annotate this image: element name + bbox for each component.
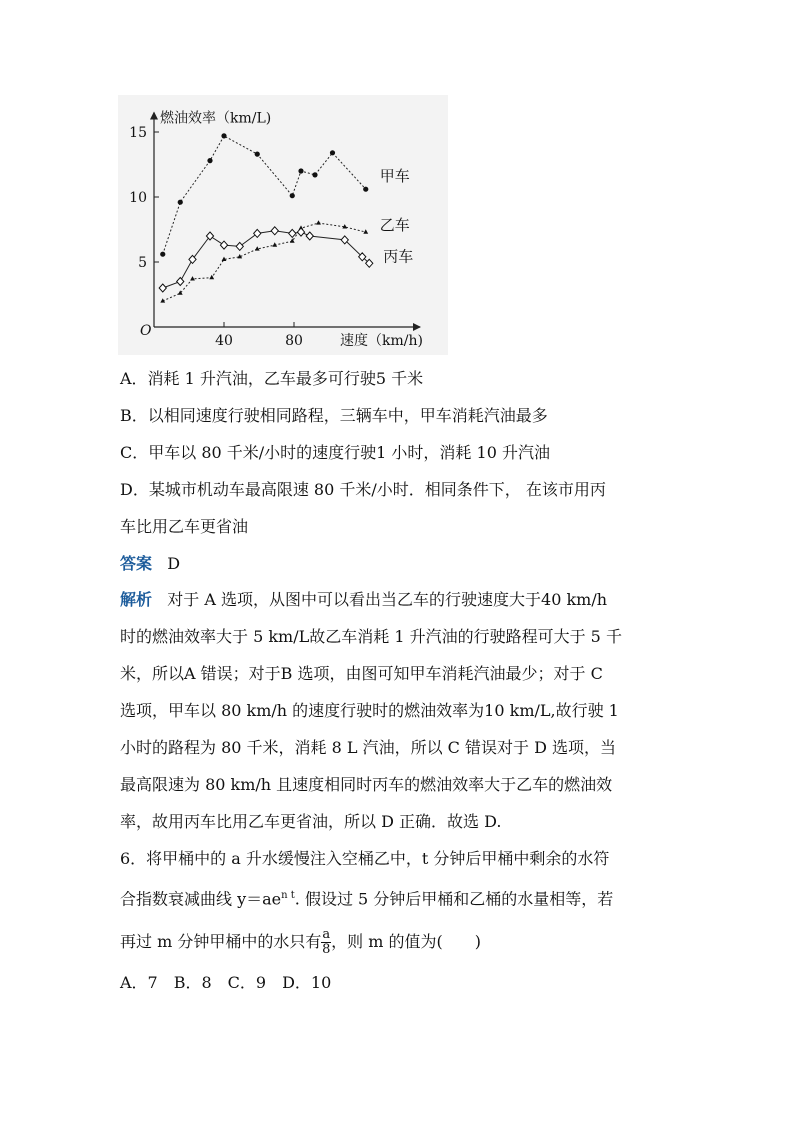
x-axis-title: 速度（km/h) bbox=[340, 333, 423, 349]
q6-line2-pre: 合指数衰减曲线 y＝ae bbox=[120, 889, 282, 909]
answer-line bbox=[120, 553, 180, 575]
y-tick-label: 5 bbox=[138, 255, 147, 271]
y-axis-title: 燃油效率（km/L) bbox=[160, 110, 272, 127]
q6-line2-post: . 假设过 5 分钟后甲桶和乙桶的水量相等，若 bbox=[294, 889, 614, 909]
answer-value: D bbox=[167, 554, 181, 573]
option-d-line-1: D．某城市机动车最高限速 80 千米/小时．相同条件下， 在该市用丙 bbox=[120, 480, 606, 499]
series-label-3: 丙车 bbox=[383, 247, 414, 266]
q6-line3-post: ，则 m 的值为( ) bbox=[331, 932, 481, 951]
question-6-line-1: 6．将甲桶中的 a 升水缓慢注入空桶乙中，t 分钟后甲桶中剩余的水符 bbox=[120, 849, 610, 868]
data-point bbox=[221, 133, 226, 138]
y-tick-label: 15 bbox=[129, 125, 147, 141]
question-6-line-3 bbox=[120, 928, 481, 957]
analysis-line-5: 小时的路程为 80 千米，消耗 8 L 汽油，所以 C 错误对于 D 选项，当 bbox=[120, 738, 617, 757]
x-tick-label: 80 bbox=[285, 333, 303, 349]
fuel-efficiency-chart bbox=[118, 95, 448, 355]
question-6-line-2 bbox=[120, 885, 613, 910]
series-label-1: 甲车 bbox=[379, 167, 410, 186]
data-point bbox=[330, 150, 335, 155]
analysis-line-4: 选项，甲车以 80 km/h 的速度行驶时的燃油效率为10 km/L,故行驶 1 bbox=[120, 701, 619, 720]
data-point bbox=[207, 158, 212, 163]
series-label-2: 乙车 bbox=[379, 216, 410, 235]
data-point bbox=[178, 200, 183, 205]
option-c: C．甲车以 80 千米/小时的速度行驶1 小时，消耗 10 升汽油 bbox=[120, 443, 550, 462]
data-point bbox=[312, 172, 317, 177]
analysis-line-2: 时的燃油效率大于 5 km/L故乙车消耗 1 升汽油的行驶路程可大于 5 千 bbox=[120, 627, 622, 646]
data-point bbox=[298, 168, 303, 173]
fraction-numerator: a bbox=[322, 927, 331, 942]
analysis-line-3: 米，所以A 错误；对于B 选项，由图可知甲车消耗汽油最少；对于 C bbox=[120, 664, 603, 683]
answer-label: 答案 bbox=[120, 554, 153, 573]
analysis-line-7: 率，故用丙车比用乙车更省油，所以 D 正确．故选 D. bbox=[120, 812, 502, 831]
option-b: B．以相同速度行驶相同路程，三辆车中，甲车消耗汽油最多 bbox=[120, 406, 548, 425]
analysis-text-1: 对于 A 选项，从图中可以看出当乙车的行驶速度大于40 km/h bbox=[167, 590, 608, 609]
analysis-line-1 bbox=[120, 589, 607, 611]
question-6-choices: A．7 B．8 C．9 D．10 bbox=[120, 973, 332, 992]
analysis-label: 解析 bbox=[120, 590, 153, 609]
analysis-line-6: 最高限速为 80 km/h 且速度相同时丙车的燃油效率大于乙车的燃油效 bbox=[120, 775, 613, 794]
data-point bbox=[290, 193, 295, 198]
origin-label: O bbox=[140, 323, 152, 339]
fraction-denominator: 8 bbox=[322, 942, 331, 957]
option-a: A．消耗 1 升汽油，乙车最多可行驶5 千米 bbox=[120, 369, 424, 388]
q6-line3-pre: 再过 m 分钟甲桶中的水只有 bbox=[120, 932, 322, 951]
data-point bbox=[160, 252, 165, 257]
y-tick-label: 10 bbox=[129, 190, 147, 206]
q6-exponent: n t bbox=[281, 890, 295, 901]
data-point bbox=[363, 187, 368, 192]
fraction-a-over-8 bbox=[321, 928, 331, 957]
option-d-line-2: 车比用乙车更省油 bbox=[120, 517, 249, 536]
x-tick-label: 40 bbox=[215, 333, 233, 349]
data-point bbox=[255, 152, 260, 157]
